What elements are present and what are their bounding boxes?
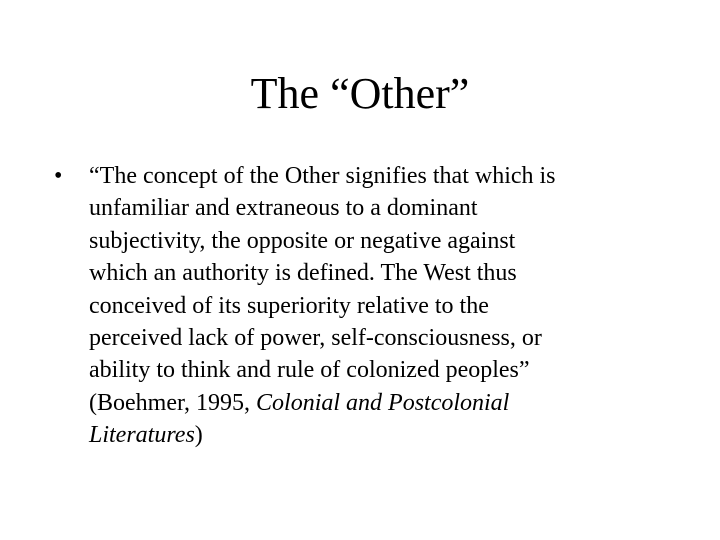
citation-work-title-part1: Colonial and Postcolonial: [256, 389, 510, 416]
citation-work-title-part2: Literatures: [89, 422, 195, 449]
citation-author-year: (Boehmer, 1995,: [89, 389, 257, 416]
bullet-quote-text: [89, 160, 669, 452]
quote-line-5: conceived of its superiority relative to the: [89, 292, 489, 319]
citation-line-2: [89, 419, 669, 451]
quote-line-1: “The concept of the Other signifies that which is: [89, 163, 556, 189]
quote-line-3: subjectivity, the opposite or negative against: [89, 227, 516, 254]
bullet-marker: •: [54, 163, 63, 189]
quote-line-2: unfamiliar and extraneous to a dominant: [89, 195, 478, 222]
citation-line-1: [89, 387, 669, 419]
quote-line-4: which an authority is defined. The West thus: [89, 260, 517, 287]
quote-line-6: perceived lack of power, self-consciousness, or: [89, 325, 542, 352]
citation-close: ): [194, 422, 203, 449]
quote-line-7: ability to think and rule of colonized peoples”: [89, 357, 530, 384]
slide-title: The “Other”: [250, 69, 470, 118]
